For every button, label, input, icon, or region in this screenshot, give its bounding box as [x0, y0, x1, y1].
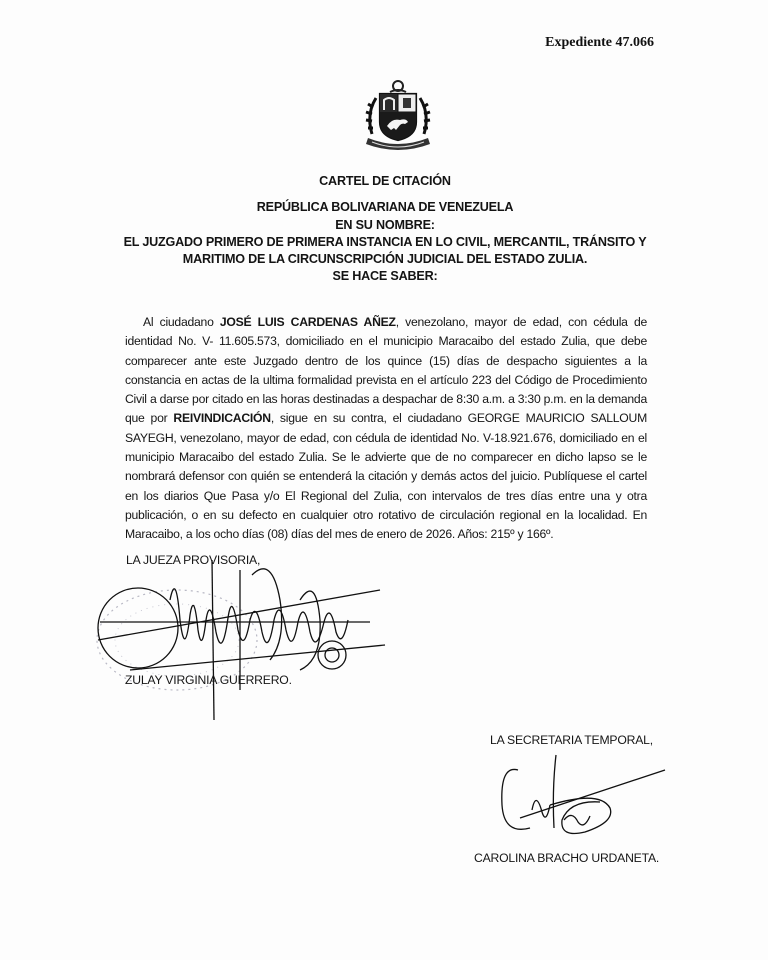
claim-type: REIVINDICACIÓN [173, 411, 271, 426]
document-title: CARTEL DE CITACIÓN [319, 174, 451, 188]
defendant-name: JOSÉ LUIS CARDENAS AÑEZ [219, 315, 396, 329]
secretary-signature [490, 750, 670, 845]
body-part-2: , venezolano, mayor de edad, con cédula de identidad No. V- 11.605.573, domiciliado en el municipio Maracaibo del estado Zulia, que debe comparecer ante este Juzgado dentro de los quince (15) días de despacho siguientes a la constancia en actas de la ultima formalidad prevista en el artículo 223 del Código de Procedimiento Civil a darse por citado en las horas destinadas a despachar de 8:30 a.m. a 3:30 p.m. en la demanda que por [125, 315, 648, 426]
document-headings [100, 173, 670, 286]
body-part-3: , sigue en su contra, el ciudadano GEORGE MAURICIO SALLOUM SAYEGH, venezolano, mayor de edad, con cédula de identidad No. V-18.921.676, domiciliado en el municipio Maracaibo del estado Zulia. Se le advierte que de no comparecer en dicho lapso se le nombrará defensor con quién se entenderá la citación y demás actos del juicio. Publíquese el cartel en los diarios Que Pasa y/o El Regional del Zulia, con intervalos de tres días entre una y otra publicación, o en su defecto en cualquier otro rotativo de circulación regional en la localidad. En Maracaibo, a los ocho días (08) días del mes de enero de 2026. Años: 215º y 166º. [125, 411, 647, 542]
judge-name: ZULAY VIRGINIA GUERRERO. [125, 673, 292, 687]
citation-body [125, 313, 647, 545]
body-part-1: Al ciudadano [143, 315, 220, 329]
heading-court-line2: MARITIMO DE LA CIRCUNSCRIPCIÓN JUDICIAL DEL ESTADO ZULIA. [182, 252, 588, 267]
judge-title: LA JUEZA PROVISORIA, [126, 553, 261, 567]
case-number: Expediente 47.066 [545, 35, 654, 50]
heading-republic: REPÚBLICA BOLIVARIANA DE VENEZUELA [256, 200, 514, 215]
heading-en-su-nombre: EN SU NOMBRE: [335, 217, 435, 232]
coat-of-arms-icon [358, 78, 438, 156]
secretary-title: LA SECRETARIA TEMPORAL, [490, 733, 653, 747]
secretary-name: CAROLINA BRACHO URDANETA. [474, 851, 660, 865]
heading-court-line1: EL JUZGADO PRIMERO DE PRIMERA INSTANCIA EN LO CIVIL, MERCANTIL, TRÁNSITO Y [123, 234, 647, 249]
heading-se-hace-saber: SE HACE SABER: [332, 269, 438, 284]
judge-signature [90, 560, 390, 730]
